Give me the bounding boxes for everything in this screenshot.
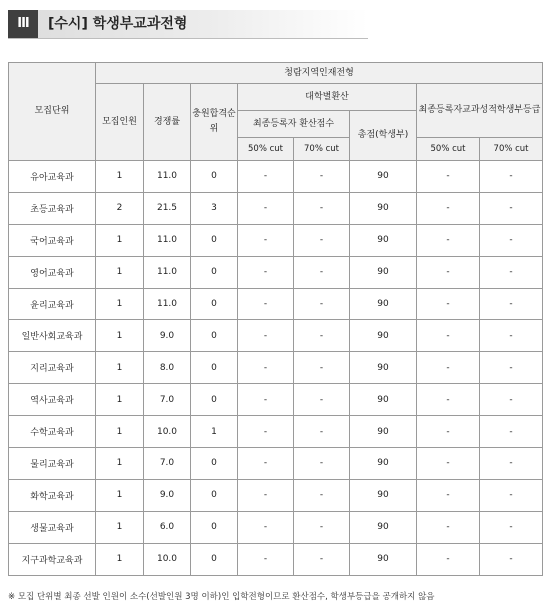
cell-score-cut50: - bbox=[238, 416, 294, 448]
cell-score-cut70: - bbox=[294, 352, 350, 384]
header-grade-cut50: 50% cut bbox=[417, 138, 480, 161]
cell-quota: 1 bbox=[96, 511, 144, 543]
table-row bbox=[9, 511, 543, 543]
cell-score-cut70: - bbox=[294, 192, 350, 224]
cell-score-cut70: - bbox=[294, 224, 350, 256]
cell-grade-cut50: - bbox=[417, 384, 480, 416]
cell-grade-cut50: - bbox=[417, 511, 480, 543]
cell-competition: 10.0 bbox=[144, 543, 191, 575]
header-final-reg-grade: 최종등록자교과성적학생부등급 bbox=[417, 84, 543, 138]
cell-competition: 11.0 bbox=[144, 224, 191, 256]
table-row bbox=[9, 479, 543, 511]
cell-unit: 유아교육과 bbox=[9, 161, 96, 193]
cell-score-cut70: - bbox=[294, 320, 350, 352]
cell-competition: 10.0 bbox=[144, 416, 191, 448]
table-row bbox=[9, 288, 543, 320]
cell-competition: 11.0 bbox=[144, 256, 191, 288]
cell-total: 90 bbox=[350, 384, 417, 416]
cell-grade-cut70: - bbox=[480, 448, 543, 480]
cell-grade-cut70: - bbox=[480, 288, 543, 320]
cell-competition: 8.0 bbox=[144, 352, 191, 384]
cell-unit: 국어교육과 bbox=[9, 224, 96, 256]
cell-competition: 9.0 bbox=[144, 479, 191, 511]
cell-score-cut50: - bbox=[238, 384, 294, 416]
cell-score-cut70: - bbox=[294, 479, 350, 511]
cell-waitlist: 1 bbox=[191, 416, 238, 448]
cell-score-cut50: - bbox=[238, 224, 294, 256]
cell-quota: 1 bbox=[96, 416, 144, 448]
cell-quota: 1 bbox=[96, 448, 144, 480]
cell-total: 90 bbox=[350, 416, 417, 448]
cell-score-cut70: - bbox=[294, 511, 350, 543]
cell-score-cut50: - bbox=[238, 320, 294, 352]
cell-grade-cut50: - bbox=[417, 192, 480, 224]
header-waitlist: 충원합격순위 bbox=[191, 84, 238, 161]
cell-grade-cut70: - bbox=[480, 192, 543, 224]
cell-unit: 생물교육과 bbox=[9, 511, 96, 543]
cell-grade-cut50: - bbox=[417, 161, 480, 193]
cell-unit: 역사교육과 bbox=[9, 384, 96, 416]
cell-score-cut50: - bbox=[238, 511, 294, 543]
cell-unit: 수학교육과 bbox=[9, 416, 96, 448]
cell-grade-cut50: - bbox=[417, 320, 480, 352]
cell-unit: 윤리교육과 bbox=[9, 288, 96, 320]
cell-grade-cut50: - bbox=[417, 416, 480, 448]
table-row bbox=[9, 352, 543, 384]
cell-waitlist: 0 bbox=[191, 511, 238, 543]
cell-competition: 21.5 bbox=[144, 192, 191, 224]
cell-grade-cut50: - bbox=[417, 224, 480, 256]
cell-total: 90 bbox=[350, 256, 417, 288]
cell-competition: 11.0 bbox=[144, 161, 191, 193]
cell-total: 90 bbox=[350, 511, 417, 543]
cell-total: 90 bbox=[350, 352, 417, 384]
cell-waitlist: 0 bbox=[191, 224, 238, 256]
cell-total: 90 bbox=[350, 479, 417, 511]
cell-total: 90 bbox=[350, 320, 417, 352]
table-row bbox=[9, 416, 543, 448]
table-row bbox=[9, 224, 543, 256]
cell-grade-cut50: - bbox=[417, 448, 480, 480]
cell-quota: 1 bbox=[96, 320, 144, 352]
cell-total: 90 bbox=[350, 448, 417, 480]
cell-quota: 1 bbox=[96, 288, 144, 320]
table-row bbox=[9, 448, 543, 480]
cell-total: 90 bbox=[350, 192, 417, 224]
cell-waitlist: 3 bbox=[191, 192, 238, 224]
cell-quota: 1 bbox=[96, 479, 144, 511]
cell-total: 90 bbox=[350, 161, 417, 193]
cell-grade-cut70: - bbox=[480, 320, 543, 352]
cell-competition: 7.0 bbox=[144, 448, 191, 480]
cell-quota: 1 bbox=[96, 256, 144, 288]
cell-grade-cut50: - bbox=[417, 288, 480, 320]
cell-waitlist: 0 bbox=[191, 161, 238, 193]
cell-grade-cut50: - bbox=[417, 479, 480, 511]
table-row bbox=[9, 192, 543, 224]
header-final-reg-score: 최종등록자 환산점수 bbox=[238, 111, 350, 138]
cell-waitlist: 0 bbox=[191, 384, 238, 416]
header-competition: 경쟁률 bbox=[144, 84, 191, 161]
cell-waitlist: 0 bbox=[191, 256, 238, 288]
header-score-cut50: 50% cut bbox=[238, 138, 294, 161]
table-row bbox=[9, 543, 543, 575]
cell-waitlist: 0 bbox=[191, 448, 238, 480]
cell-quota: 1 bbox=[96, 224, 144, 256]
cell-score-cut50: - bbox=[238, 256, 294, 288]
section-title-bar bbox=[8, 10, 368, 39]
cell-quota: 2 bbox=[96, 192, 144, 224]
cell-quota: 1 bbox=[96, 161, 144, 193]
cell-waitlist: 0 bbox=[191, 479, 238, 511]
cell-score-cut70: - bbox=[294, 543, 350, 575]
cell-quota: 1 bbox=[96, 543, 144, 575]
cell-waitlist: 0 bbox=[191, 543, 238, 575]
header-univ-conversion: 대학별환산 bbox=[238, 84, 417, 111]
cell-grade-cut70: - bbox=[480, 511, 543, 543]
cell-grade-cut50: - bbox=[417, 256, 480, 288]
cell-unit: 지리교육과 bbox=[9, 352, 96, 384]
table-row bbox=[9, 320, 543, 352]
cell-unit: 화학교육과 bbox=[9, 479, 96, 511]
cell-score-cut50: - bbox=[238, 288, 294, 320]
cell-total: 90 bbox=[350, 543, 417, 575]
header-total: 총점(학생부) bbox=[350, 111, 417, 161]
cell-grade-cut70: - bbox=[480, 224, 543, 256]
cell-score-cut70: - bbox=[294, 256, 350, 288]
cell-competition: 9.0 bbox=[144, 320, 191, 352]
cell-score-cut70: - bbox=[294, 161, 350, 193]
cell-score-cut50: - bbox=[238, 448, 294, 480]
cell-quota: 1 bbox=[96, 384, 144, 416]
cell-grade-cut50: - bbox=[417, 352, 480, 384]
cell-grade-cut70: - bbox=[480, 161, 543, 193]
cell-unit: 일반사회교육과 bbox=[9, 320, 96, 352]
cell-quota: 1 bbox=[96, 352, 144, 384]
header-grade-cut70: 70% cut bbox=[480, 138, 543, 161]
table-body bbox=[9, 161, 543, 576]
cell-waitlist: 0 bbox=[191, 352, 238, 384]
cell-grade-cut70: - bbox=[480, 384, 543, 416]
cell-grade-cut70: - bbox=[480, 543, 543, 575]
cell-score-cut50: - bbox=[238, 161, 294, 193]
table-row bbox=[9, 256, 543, 288]
cell-score-cut50: - bbox=[238, 479, 294, 511]
cell-score-cut70: - bbox=[294, 288, 350, 320]
cell-score-cut50: - bbox=[238, 352, 294, 384]
cell-waitlist: 0 bbox=[191, 288, 238, 320]
cell-unit: 영어교육과 bbox=[9, 256, 96, 288]
cell-competition: 6.0 bbox=[144, 511, 191, 543]
cell-unit: 물리교육과 bbox=[9, 448, 96, 480]
cell-total: 90 bbox=[350, 288, 417, 320]
header-quota: 모집인원 bbox=[96, 84, 144, 161]
header-unit: 모집단위 bbox=[9, 63, 96, 161]
table-row bbox=[9, 161, 543, 193]
cell-grade-cut70: - bbox=[480, 416, 543, 448]
cell-grade-cut70: - bbox=[480, 479, 543, 511]
cell-grade-cut70: - bbox=[480, 256, 543, 288]
cell-competition: 7.0 bbox=[144, 384, 191, 416]
cell-unit: 초등교육과 bbox=[9, 192, 96, 224]
cell-competition: 11.0 bbox=[144, 288, 191, 320]
section-title: [수시] 학생부교과전형 bbox=[48, 16, 188, 32]
cell-unit: 지구과학교육과 bbox=[9, 543, 96, 575]
header-score-cut70: 70% cut bbox=[294, 138, 350, 161]
cell-score-cut70: - bbox=[294, 384, 350, 416]
cell-grade-cut70: - bbox=[480, 352, 543, 384]
cell-waitlist: 0 bbox=[191, 320, 238, 352]
cell-total: 90 bbox=[350, 224, 417, 256]
cell-score-cut50: - bbox=[238, 543, 294, 575]
section-number-badge: III bbox=[8, 10, 38, 38]
cell-score-cut50: - bbox=[238, 192, 294, 224]
cell-score-cut70: - bbox=[294, 448, 350, 480]
cell-grade-cut50: - bbox=[417, 543, 480, 575]
table-row bbox=[9, 384, 543, 416]
footnote: ※ 모집 단위별 최종 선발 인원이 소수(선발인원 3명 이하)인 입학전형이므로 환산점수, 학생부등급을 공개하지 않음 bbox=[8, 592, 435, 602]
cell-score-cut70: - bbox=[294, 416, 350, 448]
header-group: 청람지역인재전형 bbox=[96, 63, 543, 84]
admission-results-table bbox=[8, 62, 543, 576]
